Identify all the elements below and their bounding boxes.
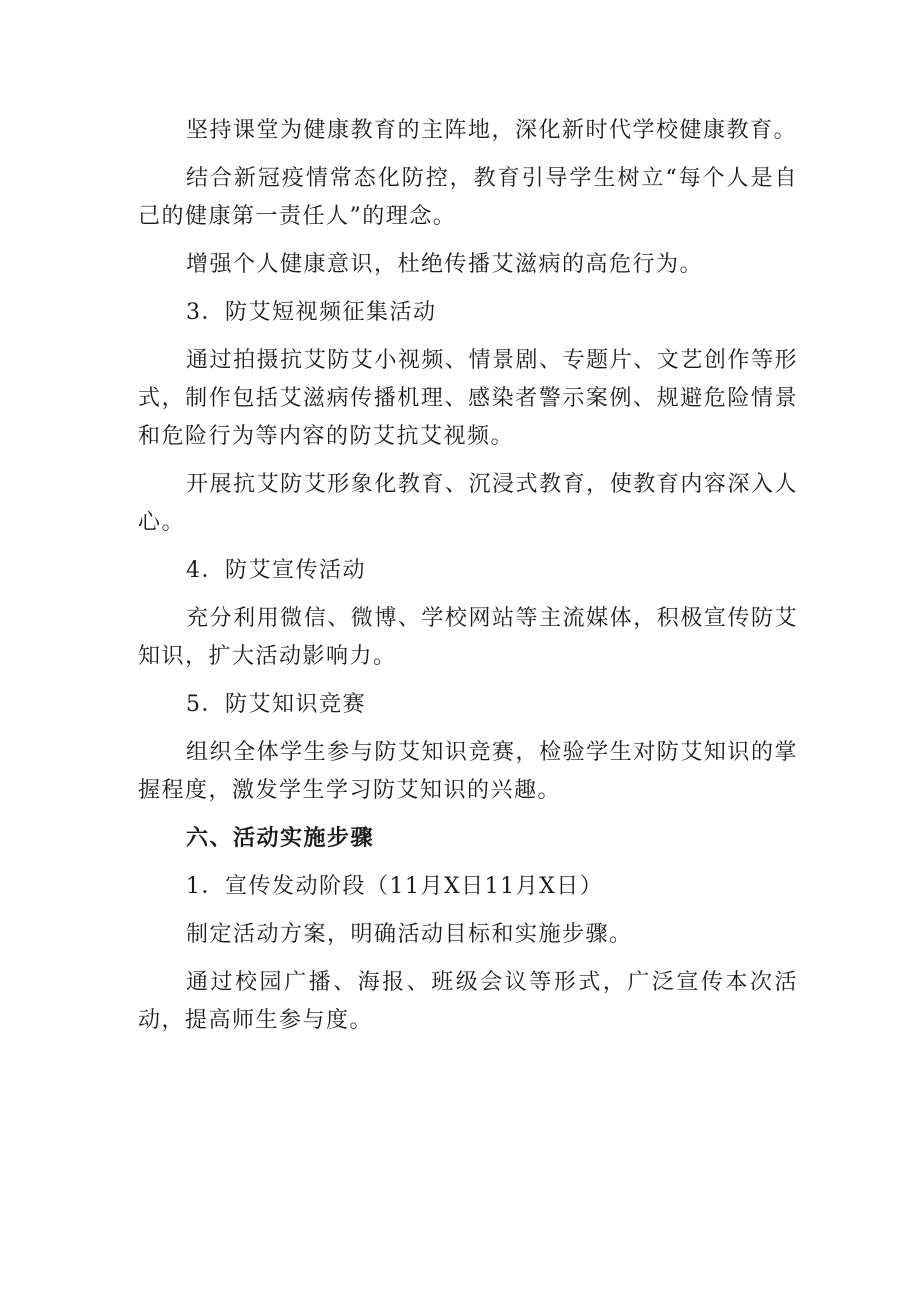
- paragraph-quiz-description: 组织全体学生参与防艾知识竞赛，检验学生对防艾知识的掌握程度，激发学生学习防艾知识的兴趣。: [138, 740, 798, 803]
- item-heading-video-contest: 3．防艾短视频征集活动: [186, 300, 437, 325]
- paragraph-immersive-education: 开展抗艾防艾形象化教育、沉浸式教育，使教育内容深入人心。: [138, 472, 798, 535]
- paragraph-health-awareness: 增强个人健康意识，杜绝传播艾滋病的高危行为。: [186, 252, 704, 277]
- item-heading-quiz: 5．防艾知识竞赛: [186, 692, 366, 717]
- paragraph-plan: 制定活动方案，明确活动目标和实施步骤。: [186, 922, 633, 947]
- paragraph-covid-responsibility: 结合新冠疫情常态化防控，教育引导学生树立“每个人是自己的健康第一责任人”的理念。: [138, 166, 798, 229]
- item-heading-mobilization: 1．宣传发动阶段（11月X日11月X日）: [186, 874, 604, 899]
- document-body: [138, 112, 798, 1050]
- paragraph-video-production: 通过拍摄抗艾防艾小视频、情景剧、专题片、文艺创作等形式，制作包括艾滋病传播机理、感染者警示案例、规避危险情景和危险行为等内容的防艾抗艾视频。: [138, 348, 798, 449]
- paragraph-media-publicity: 充分利用微信、微博、学校网站等主流媒体，积极宣传防艾知识，扩大活动影响力。: [138, 606, 798, 669]
- section-heading-implementation: 六、活动实施步骤: [186, 826, 375, 851]
- item-heading-publicity: 4．防艾宣传活动: [186, 558, 366, 583]
- paragraph-classroom-health: 坚持课堂为健康教育的主阵地，深化新时代学校健康教育。: [186, 118, 798, 143]
- paragraph-campus-publicity: 通过校园广播、海报、班级会议等形式，广泛宣传本次活动，提高师生参与度。: [138, 970, 798, 1033]
